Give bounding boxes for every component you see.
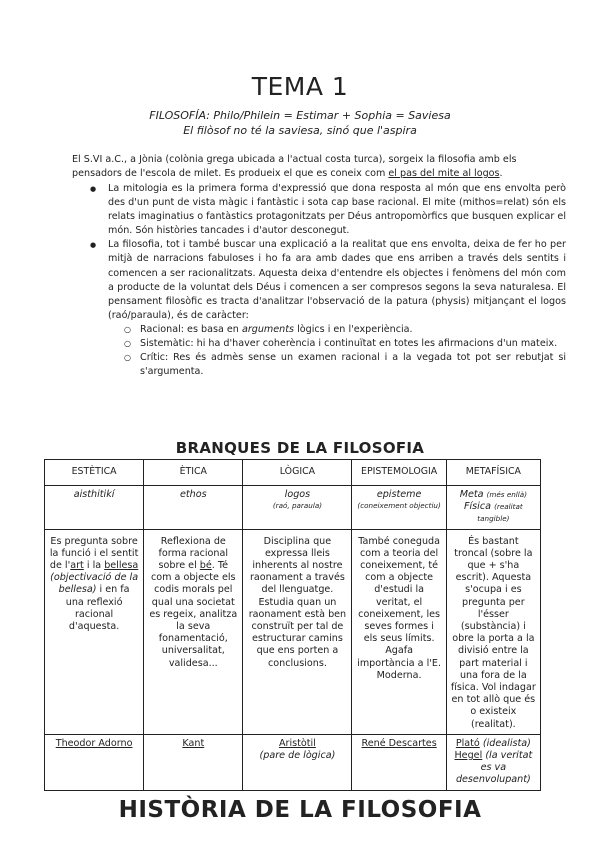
author-aristotil: Aristòtil	[278, 737, 316, 749]
bullet-filosofia	[108, 238, 566, 379]
term-meta-word: Meta	[459, 489, 484, 500]
desc-epistemologia: També coneguda com a teoria del coneixement, té com a objecte d'estudi la veritat, el coneixement, les seves formes i els seus límits. Agafa importància a l'E. Moderna.	[352, 529, 446, 734]
desc-estetica-a: Es pregunta sobre la funció i el sentit de l'	[49, 535, 139, 572]
branches-table	[44, 459, 541, 791]
branques-title: BRANQUES DE LA FILOSOFIA	[175, 439, 425, 457]
term-logica-note: (raó, paraula)	[272, 501, 323, 511]
term-episteme-word: episteme	[376, 489, 422, 500]
history-title: HISTÒRIA DE LA FILOSOFIA	[118, 797, 482, 823]
subtitle-definition: FILOSOFÍA: Philo/Philein = Estimar + Sophia = Saviesa	[149, 109, 451, 122]
sub-bullet-racional-em: arguments	[241, 323, 295, 335]
term-metafisica	[446, 486, 540, 530]
sub-bullet-critic: ○ Crític: Res és admès sense un examen racional i a la vegada tot pot ser rebutjat si s'argumenta.	[140, 351, 566, 379]
author-estetica: Theodor Adorno	[45, 734, 144, 790]
desc-etica-b: . Té com a objecte els codis morals pel qual una societat es regeix, analitza la seva fonamentació, universalitat, validesa...	[149, 560, 238, 669]
desc-estetica-art: art	[70, 560, 84, 572]
subtitle-aspiration: El filòsof no té la saviesa, sinó que l'aspira	[183, 124, 417, 137]
intro-text: El S.VI a.C., a Jònia (colònia grega ubicada a l'actual costa turca), sorgeix la filosofia amb els pensadors de l'escola de milet. Es produeix el que es coneix com	[72, 154, 517, 180]
header-metafisica: METAFÍSICA	[446, 460, 540, 486]
desc-estetica-obj: (objectivació de la bellesa)	[50, 572, 139, 596]
table-terms-row	[45, 486, 541, 530]
sub-bullet-racional	[140, 323, 566, 337]
desc-logica: Disciplina que expressa lleis inherents al nostre raonament a través del llenguatge. Estudia quan un raonament està ben construït per tal de estructurar camins que ens porten a conclusions.	[243, 529, 352, 734]
author-epistemologia: René Descartes	[352, 734, 446, 790]
sub-bullet-racional-post: lògics i en l'experiència.	[294, 323, 413, 335]
page-title: TEMA 1	[251, 72, 349, 101]
bullet-list	[72, 182, 566, 379]
term-logica-word: logos	[284, 489, 311, 500]
intro-underlined-term: el pas del mite al logos	[388, 168, 500, 180]
author-plato: Plató	[455, 737, 480, 749]
header-estetica: ESTÈTICA	[45, 460, 144, 486]
term-meta-note: (més enllà)	[486, 490, 528, 499]
desc-estetica-b: i la	[83, 560, 105, 572]
term-episteme-note: (coneixement objectiu)	[357, 501, 441, 511]
sub-bullet-list	[108, 323, 566, 379]
header-logica: LÒGICA	[243, 460, 352, 486]
desc-estetica-bellesa: bellesa	[104, 560, 139, 572]
sub-bullet-sistematic: ○ Sistemàtic: hi ha d'haver coherència i continuïtat en totes les afirmacions d'un mateix.	[140, 337, 566, 351]
desc-metafisica: És bastant troncal (sobre la que + s'ha escrit). Aquesta s'ocupa i es pregunta per l'ésser (substància) i obre la porta a la divisió entre la part material i una fora de la física. Vol indagar en tot allò que és o existeix (realitat).	[446, 529, 540, 734]
author-etica: Kant	[144, 734, 243, 790]
term-estetica: aisthitikí	[45, 486, 144, 530]
desc-etica-be: bé	[199, 560, 212, 572]
desc-estetica-d: i en fa una reflexió racional d'aquesta.	[65, 584, 130, 633]
bullet-mitologia: ● La mitologia es la primera forma d'expressió que dona resposta al món que ens envolta però des d'un punt de vista màgic i fantàstic i sota cap base racional. El mite (mithos=relat) són els relats imaginatius o fantàstics protagonitzats per Déus antropomòrfics que busquen explicar el món. Són històries tancades i d'autor desconegut.	[108, 182, 566, 238]
desc-etica	[144, 529, 243, 734]
author-logica	[243, 734, 352, 790]
term-fisica-note: (realitat tangible)	[477, 502, 523, 524]
author-hegel: Hegel	[454, 750, 483, 762]
term-logica	[243, 486, 352, 530]
author-metafisica	[446, 734, 540, 790]
header-epistemologia: EPISTEMOLOGIA	[352, 460, 446, 486]
bullet-filosofia-text: La filosofia, tot i també buscar una explicació a la realitat que ens envolta, deixa de fer ho per mitjà de narracions fabuloses i ho fa ara amb dades que ens arriben a través dels sentits i comencen a ser racionalitzats. Aquesta deixa d'entendre els objectes i fenòmens del món com a producte de la voluntat dels Déus i comencen a ser compresos segons la seva naturalesa. El pensament filosòfic es tracta d'analitzar l'observació de la patura (physis) mitjançant el logos (raó/paraula), és de caràcter:	[108, 239, 566, 321]
author-hegel-note: (la veritat es va desenvolupant)	[455, 750, 533, 786]
term-epistemologia	[352, 486, 446, 530]
term-etica: ethos	[144, 486, 243, 530]
desc-etica-a: Reflexiona de forma racional sobre el	[158, 535, 229, 572]
sub-bullet-racional-pre: Racional: es basa en	[140, 323, 242, 335]
author-plato-note: (idealista)	[482, 737, 531, 749]
intro-paragraph	[72, 153, 530, 181]
table-header-row	[45, 460, 541, 486]
table-description-row	[45, 529, 541, 734]
term-fisica-word: Física	[464, 501, 492, 513]
author-aristotil-note: (pare de lògica)	[259, 750, 336, 762]
desc-estetica	[45, 529, 144, 734]
intro-end: .	[499, 168, 503, 180]
header-etica: ÈTICA	[144, 460, 243, 486]
table-authors-row	[45, 734, 541, 790]
